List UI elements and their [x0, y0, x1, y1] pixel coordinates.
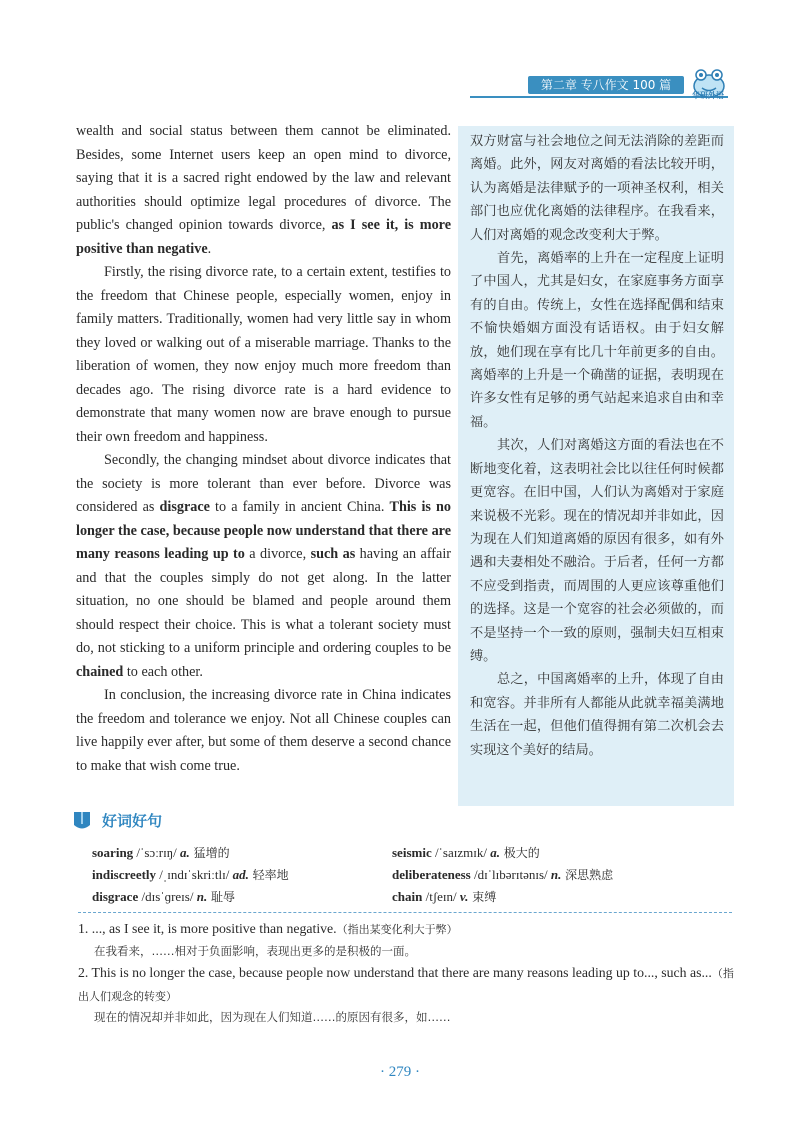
vocab-item: soaring /ˈsɔːrɪŋ/ a. 猛增的 [92, 845, 230, 860]
phrase-cn: 现在的情况却并非如此，因为现在人们知道……的原因有很多，如…… [94, 1010, 451, 1024]
phrase-cn: 在我看来，……相对于负面影响，表现出更多的是积极的一面。 [94, 943, 416, 958]
translation-paragraph-3: 其次，人们对离婚这方面的看法也在不断地变化着，这表明社会比以往任何时候都更宽容。在旧中国，人们认为离婚对于家庭来说极不光彩。现在的情况却并非如此，因为现在人们知道离婚的原因有很多，如有外遇和夫妻相处不融洽。于后者，任何一方都不应受到指责，而周围的人更应该尊重他们的选择。这是一个宽容的社会必须做的，而不是坚持一个一致的原则，强制夫妇互相束缚。 [470, 438, 724, 664]
essay-text: a divorce, [244, 546, 311, 562]
divider [78, 912, 732, 913]
english-essay [76, 120, 451, 778]
translation-paragraph-4: 总之，中国离婚率的上升，体现了自由和宽容。并非所有人都能从此就幸福美满地生活在一起，但他们值得拥有第二次机会去实现这个美好的结局。 [470, 672, 724, 758]
vocab-item: seismic /ˈsaɪzmɪk/ a. 极大的 [392, 845, 540, 860]
vocab-row [92, 842, 732, 864]
essay-text: to each other. [123, 663, 203, 680]
page-number: · 279 · [380, 1064, 420, 1080]
vocab-row [92, 886, 732, 908]
essay-paragraph-1 [76, 120, 451, 261]
essay-text: to a family in ancient China. [209, 499, 390, 515]
essay-paragraph-3 [76, 449, 451, 684]
phrase-list [78, 918, 738, 1029]
translation-paragraph-1: 双方财富与社会地位之间无法消除的差距而离婚。此外，网友对离婚的看法比较开明，认为离婚是法律赋予的一项神圣权利，相关部门也应优化离婚的法律程序。在我看来，人们对离婚的观念改变利大于弊。 [470, 134, 724, 243]
essay-paragraph-2: Firstly, the rising divorce rate, to a certain extent, testifies to the freedom that Chinese people, especially women, enjoy in family matters. Traditionally, women had very little say in whom they loved or walking out of a miserable marriage. Thanks to the liberation of women, they now enjoy much more freedom than decades ago. The rising divorce rate is a hard evidence to demonstrate that many women now are brave enough to pursue their own freedom and happiness. [76, 264, 451, 445]
essay-text: Secondly, the changing mindset about divorce indicates that the society is more tolerant than ever before. Divorce was considered as [76, 452, 451, 515]
key-phrase: This is no longer the case, because people now understand that there are many reasons leading up to [76, 499, 451, 562]
key-word: chained [76, 663, 124, 680]
chapter-tab: 第二章 专八作文 100 篇 [528, 76, 684, 94]
vocab-item: chain /tʃeɪn/ v. 束缚 [392, 889, 497, 904]
essay-text: . [207, 240, 212, 257]
phrase-en: 1. ..., as I see it, is more positive than negative.（指出某变化利大于弊） [78, 921, 458, 936]
key-phrase: such as [310, 546, 356, 562]
vocab-item: disgrace /dɪsˈɡreɪs/ n. 耻辱 [92, 889, 236, 904]
key-phrase: as I see it, is more positive than negative [76, 217, 451, 257]
bookmark-icon [72, 810, 92, 832]
phrase-en: 2. This is no longer the case, because people now understand that there are many reasons leading up to..., such as...（指出人们观念的转变） [78, 965, 734, 1003]
vocab-row [92, 864, 732, 886]
chinese-translation [458, 126, 734, 806]
section-title: 好词好句 [102, 812, 163, 830]
translation-paragraph-2: 首先，离婚率的上升在一定程度上证明了中国人，尤其是妇女，在家庭事务方面享有的自由。传统上，女性在选择配偶和结束不愉快婚姻方面没有话语权。由于妇女解放，她们现在享有比几十年前更多的自由。离婚率的上升是一个确凿的证据，表明现在许多女性有足够的勇气站起来追求自由和幸福。 [470, 251, 724, 430]
vocab-item: indiscreetly /ˌɪndɪˈskriːtlɪ/ ad. 轻率地 [92, 867, 289, 882]
logo-text: 华研外语 [692, 91, 724, 100]
vocab-section-heading [72, 808, 732, 832]
essay-text: wealth and social status between them cannot be eliminated. Besides, some Internet users keep an open mind to divorce, saying that it is a sacred right endowed by the law and relevant authorities should optimize legal procedures of divorce. The public's changed opinion towards divorce, [76, 123, 451, 233]
essay-text: having an affair and that the couples simply do not get along. In the latter situation, no one should be blamed and people around them should respect their choice. This is what a tolerant society must do, not sticking to a uniform principle and ordering couples to be [76, 546, 451, 656]
key-word: disgrace [159, 499, 210, 515]
vocab-item: deliberateness /dɪˈlɪbərɪtənɪs/ n. 深思熟虑 [392, 867, 614, 882]
essay-paragraph-4: In conclusion, the increasing divorce rate in China indicates the freedom and tolerance we enjoy. Not all Chinese couples can live happily ever after, but some of them deserve a second chance to make that wish come true. [76, 687, 451, 774]
vocab-list [92, 842, 732, 908]
